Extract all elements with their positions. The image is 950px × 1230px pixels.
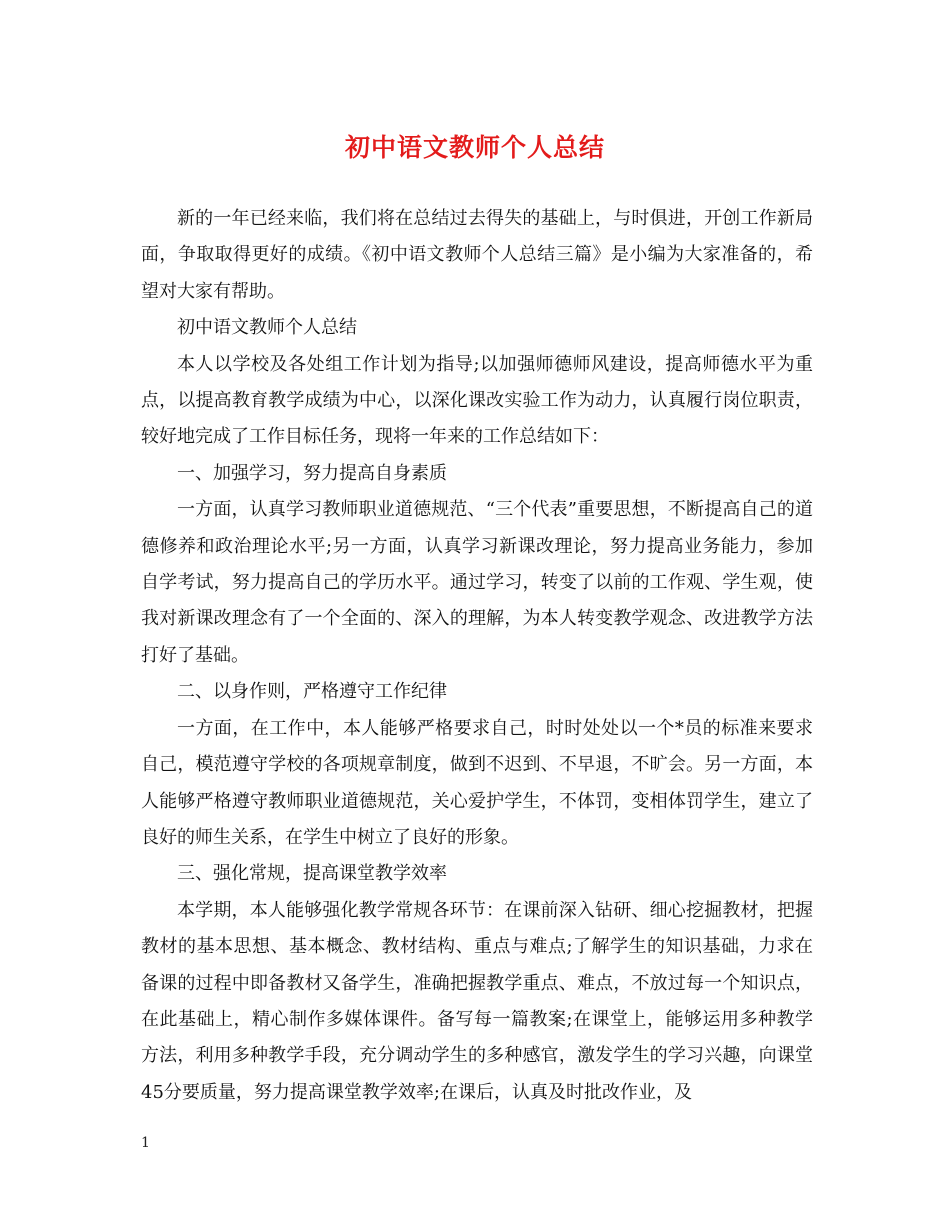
paragraph-intro: 新的一年已经来临，我们将在总结过去得失的基础上，与时俱进，开创工作新局面，争取取得更好的成绩。《初中语文教师个人总结三篇》是小编为大家准备的，希望对大家有帮助。 [141,208,813,302]
paragraph-section-1: 一方面，认真学习教师职业道德规范、“三个代表”重要思想，不断提高自己的道德修养和政治理论水平;另一方面，认真学习新课改理论，努力提高业务能力，参加自学考试，努力提高自己的学历水平。通过学习，转变了以前的工作观、学生观，使我对新课改理念有了一个全面的、深入的理解，为本人转变教学观念、改进教学方法打好了基础。 [141,499,813,666]
paragraph-section-2: 一方面，在工作中，本人能够严格要求自己，时时处处以一个*员的标准来要求自己，模范遵守学校的各项规章制度，做到不迟到、不早退，不旷会。另一方面，本人能够严格遵守教师职业道德规范，关心爱护学生，不体罚，变相体罚学生，建立了良好的师生关系，在学生中树立了良好的形象。 [141,717,813,848]
document-title: 初中语文教师个人总结 [344,133,605,162]
section-heading-3: 三、强化常规，提高课堂教学效率 [177,863,447,885]
section-heading-2: 二、以身作则，严格遵守工作纪律 [177,681,447,703]
paragraph-subtitle: 初中语文教师个人总结 [177,317,357,339]
paragraph-overview: 本人以学校及各处组工作计划为指导;以加强师德师风建设，提高师德水平为重点，以提高教育教学成绩为中心，以深化课改实验工作为动力，认真履行岗位职责，较好地完成了工作目标任务，现将一年来的工作总结如下： [141,353,813,448]
page-number: 1 [141,1135,150,1151]
document-body [141,201,813,1111]
paragraph-section-3: 本学期，本人能够强化教学常规各环节：在课前深入钻研、细心挖掘教材，把握教材的基本思想、基本概念、教材结构、重点与难点;了解学生的知识基础，力求在备课的过程中即备教材又备学生，准确把握教学重点、难点，不放过每一个知识点，在此基础上，精心制作多媒体课件。备写每一篇教案;在课堂上，能够运用多种教学方法，利用多种教学手段，充分调动学生的多种感官，激发学生的学习兴趣，向课堂45分要质量，努力提高课堂教学效率;在课后，认真及时批改作业，及 [141,899,813,1103]
section-heading-1: 一、加强学习，努力提高自身素质 [177,462,447,484]
